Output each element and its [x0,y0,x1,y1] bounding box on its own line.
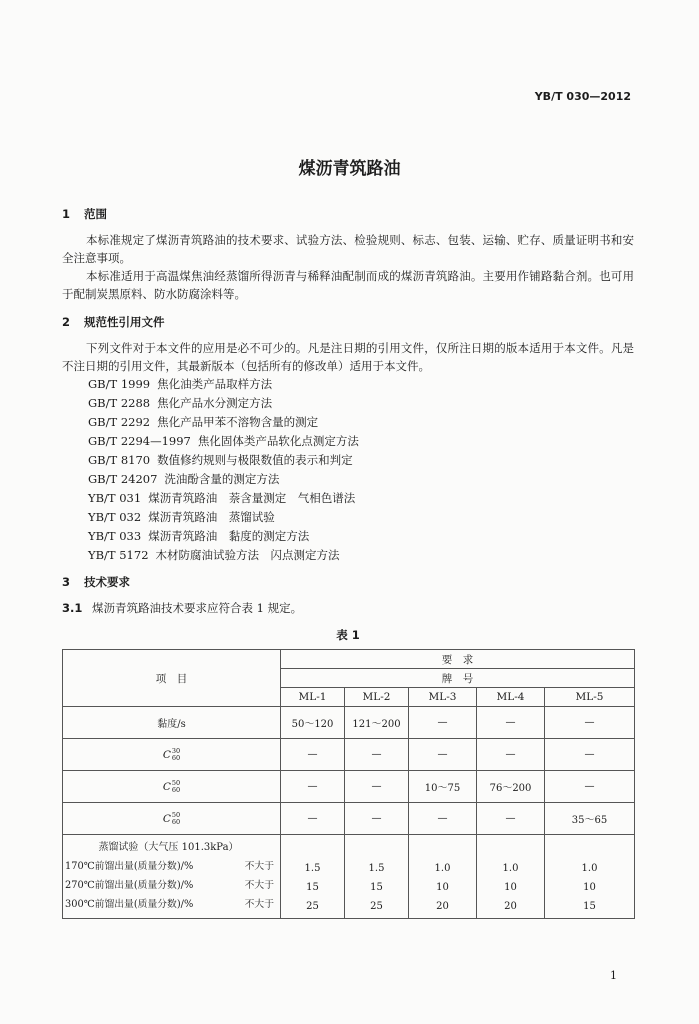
table-cell: — [409,803,477,835]
table-row [63,771,635,803]
distillation-values-ml5: 1.0 10 15 [545,835,635,919]
table-cell: 35～65 [545,803,635,835]
table-row [63,707,635,739]
page-number: 1 [610,969,617,982]
distillation-values-ml3: 1.0 10 20 [409,835,477,919]
reference-item: GB/T 24207 洗油酚含量的测定方法 [88,472,280,486]
reference-item: YB/T 032 煤沥青筑路油 蒸馏试验 [88,510,275,524]
table-cell: — [281,739,345,771]
table-row-distillation [63,835,635,919]
table-cell: — [345,739,409,771]
distillation-heading: 蒸馏试验（大气压 101.3kPa） [98,842,239,853]
grade-header-cell: ML-5 [545,688,635,707]
grade-header-cell: ML-3 [409,688,477,707]
table-cell: — [477,707,545,739]
table-cell: — [345,803,409,835]
distillation-values-ml1: 1.5 15 25 [281,835,345,919]
section-1-paragraph-2: 本标准适用于高温煤焦油经蒸馏所得沥青与稀释油配制而成的煤沥青筑路油。主要用作铺路黏合剂。也可用于配制炭黑原料、防水防腐涂料等。 [62,269,634,301]
section-2-paragraph: 下列文件对于本文件的应用是必不可少的。凡是注日期的引用文件，仅所注日期的版本适用于本文件。凡是不注日期的引用文件，其最新版本（包括所有的修改单）适用于本文件。 [62,341,634,373]
grade-header-cell: ML-2 [345,688,409,707]
reference-item: YB/T 031 煤沥青筑路油 萘含量测定 气相色谱法 [88,491,356,505]
table-cell: 76～200 [477,771,545,803]
section-1-paragraph-1: 本标准规定了煤沥青筑路油的技术要求、试验方法、检验规则、标志、包装、运输、贮存、质量证明书和安全注意事项。 [62,233,634,265]
reference-item: GB/T 1999 焦化油类产品取样方法 [88,377,273,391]
table-header-grade: 牌 号 [281,669,635,688]
document-body [62,206,634,919]
row-label: C50 60 [63,771,281,803]
reference-list [62,375,634,565]
table-cell: — [545,739,635,771]
distillation-label-cell [63,835,281,919]
reference-item: GB/T 2292 焦化产品甲苯不溶物含量的测定 [88,415,319,429]
document-title: 煤沥青筑路油 [298,159,401,179]
distillation-line: 270℃前馏出量(质量分数)/% 不大于 [65,880,274,891]
reference-item: GB/T 8170 数值修约规则与极限数值的表示和判定 [88,453,353,467]
standard-code: YB/T 030—2012 [534,90,631,103]
distillation-line: 300℃前馏出量(质量分数)/% 不大于 [65,899,274,910]
grade-header-cell: ML-4 [477,688,545,707]
table-header-requirement: 要 求 [281,650,635,669]
table-caption: 表 1 [336,628,360,642]
reference-item: GB/T 2288 焦化产品水分测定方法 [88,396,273,410]
table-cell: 10～75 [409,771,477,803]
row-label: C50 60 [63,803,281,835]
table-cell: — [281,803,345,835]
distillation-values-ml4: 1.0 10 20 [477,835,545,919]
section-1-heading: 1 范围 [62,207,107,221]
distillation-values-ml2: 1.5 15 25 [345,835,409,919]
specification-table [62,649,635,919]
table-cell: — [409,707,477,739]
row-label: C30 60 [63,739,281,771]
table-cell: 121～200 [345,707,409,739]
table-cell: — [409,739,477,771]
section-2-heading: 2 规范性引用文件 [62,315,165,329]
reference-item: YB/T 033 煤沥青筑路油 黏度的测定方法 [88,529,310,543]
table-cell: 50～120 [281,707,345,739]
section-3-heading: 3 技术要求 [62,575,130,589]
clause-3-1: 3.1 煤沥青筑路油技术要求应符合表 1 规定。 [62,601,303,615]
reference-item: YB/T 5172 木材防腐油试验方法 闪点测定方法 [88,548,340,562]
table-cell: — [281,771,345,803]
table-row [63,739,635,771]
table-cell: — [345,771,409,803]
table-cell: — [545,771,635,803]
reference-item: GB/T 2294—1997 焦化固体类产品软化点测定方法 [88,434,359,448]
table-cell: — [477,739,545,771]
table-cell: — [477,803,545,835]
distillation-line: 170℃前馏出量(质量分数)/% 不大于 [65,861,274,872]
table-row [63,803,635,835]
grade-header-cell: ML-1 [281,688,345,707]
table-cell: — [545,707,635,739]
row-label: 黏度/s [63,707,281,739]
table-header-item: 项 目 [63,650,281,707]
